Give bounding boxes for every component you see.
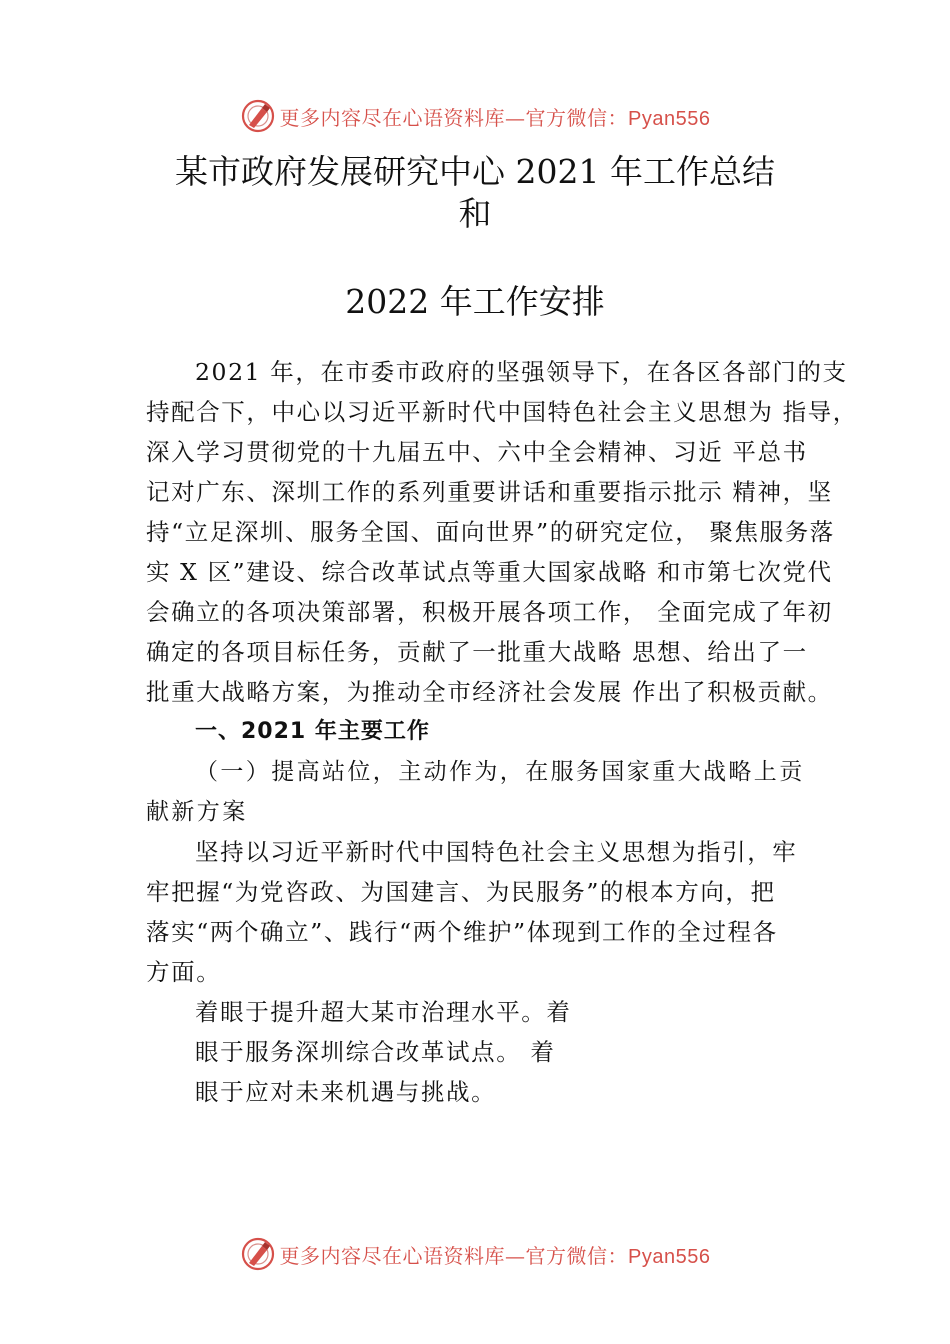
paragraph-line: 着眼于提升超大某市治理水平。着: [195, 998, 572, 1026]
paragraph-line: 牢把握“为党咨政、为国建言、为民服务”的根本方向，把: [146, 878, 776, 906]
paragraph-line: 方面。: [146, 958, 222, 986]
intro-line: 记对广东、深圳工作的系列重要讲话和重要指示批示 精神，坚: [146, 478, 833, 506]
subsection-line: 献新方案: [146, 799, 248, 825]
watermark-text: 更多内容尽在心语资料库—官方微信：Pyan556: [279, 105, 711, 130]
paragraph-line: 坚持以习近平新时代中国特色社会主义思想为指引，牢: [195, 838, 798, 866]
intro-line: 持配合下，中心以习近平新时代中国特色社会主义思想为 指导，: [146, 398, 858, 426]
title-line-2: 和: [458, 194, 492, 233]
intro-line: 实 X 区”建设、综合改革试点等重大国家战略 和市第七次党代: [146, 558, 833, 586]
section-heading: 一、2021 年主要工作: [195, 719, 430, 744]
intro-paragraph: [146, 352, 858, 712]
watermark-banner-bottom: [0, 1234, 950, 1274]
title-line-1: 某市政府发展研究中心 2021 年工作总结: [175, 152, 775, 191]
pen-nib-logo-icon: [240, 1236, 276, 1272]
intro-line: 2021 年，在市委市政府的坚强领导下，在各区各部门的支: [195, 358, 848, 386]
watermark-id: Pyan556: [628, 1245, 711, 1268]
intro-line: 持“立足深圳、服务全国、面向世界”的研究定位， 聚焦服务落: [146, 518, 835, 546]
intro-line: 批重大战略方案，为推动全市经济社会发展 作出了积极贡献。: [146, 678, 833, 706]
intro-line: 会确立的各项决策部署，积极开展各项工作， 全面完成了年初: [146, 598, 833, 626]
subsection-line: （一）提高站位，主动作为，在服务国家重大战略上贡: [195, 759, 805, 785]
pen-nib-logo-icon: [240, 98, 276, 134]
subsection-heading: [146, 752, 836, 832]
focus-paragraph: [146, 992, 836, 1112]
title-line-3: 2022 年工作安排: [345, 282, 605, 321]
watermark-banner-top: [0, 96, 950, 136]
paragraph-line: 眼于服务深圳综合改革试点。 着: [195, 1038, 556, 1066]
document-body: [146, 352, 858, 1112]
intro-line: 深入学习贯彻党的十九届五中、六中全会精神、习近 平总书: [146, 438, 808, 466]
watermark-id: Pyan556: [628, 107, 711, 130]
intro-line: 确定的各项目标任务，贡献了一批重大战略 思想、给出了一: [146, 638, 808, 666]
document-title: [0, 150, 950, 324]
paragraph-line: 眼于应对未来机遇与挑战。: [195, 1078, 497, 1106]
paragraph-line: 落实“两个确立”、践行“两个维护”体现到工作的全过程各: [146, 918, 778, 946]
section-paragraph: [146, 832, 836, 992]
watermark-text: 更多内容尽在心语资料库—官方微信：Pyan556: [279, 1243, 711, 1268]
